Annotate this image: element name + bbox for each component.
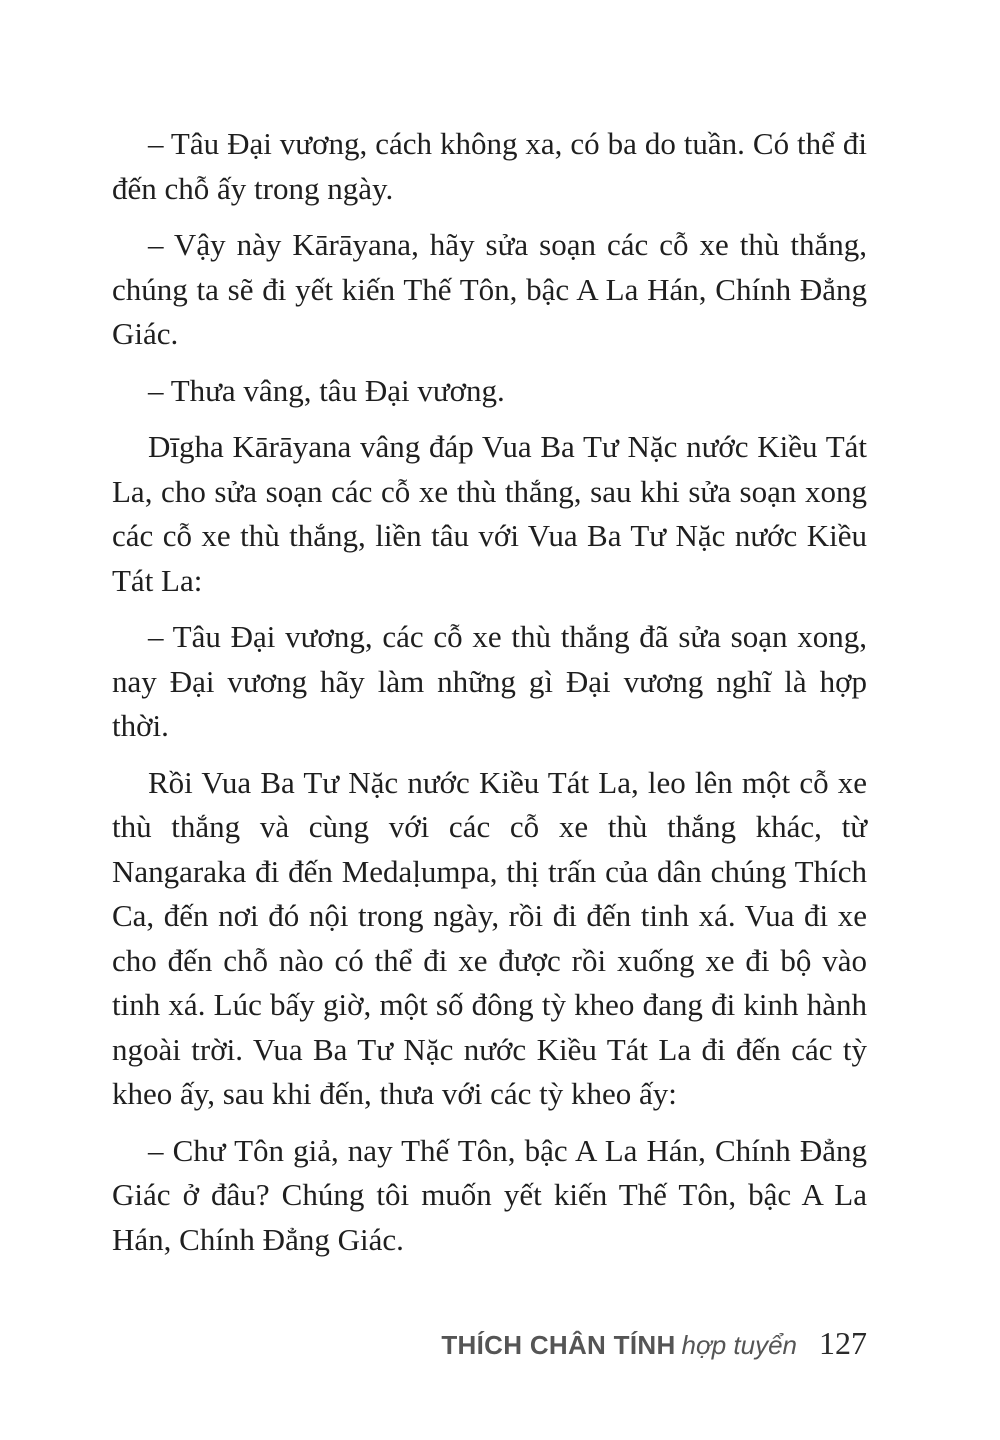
paragraph-5: – Tâu Đại vương, các cỗ xe thù thắng đã sửa soạn xong, nay Đại vương hãy làm những gì Đại vương nghĩ là hợp thời. (112, 619, 867, 743)
paragraph-7: – Chư Tôn giả, nay Thế Tôn, bậc A La Hán, Chính Đẳng Giác ở đâu? Chúng tôi muốn yết kiến Thế Tôn, bậc A La Hán, Chính Đẳng Giác. (112, 1132, 867, 1257)
paragraph-2: – Vậy này Kārāyana, hãy sửa soạn các cỗ xe thù thắng, chúng ta sẽ đi yết kiến Thế Tôn, bậc A La Hán, Chính Đẳng Giác. (112, 227, 867, 351)
paragraph-6: Rồi Vua Ba Tư Nặc nước Kiều Tát La, leo lên một cỗ xe thù thắng và cùng với các cỗ xe thù thắng khác, từ Nangaraka đi đến Medaḷumpa, thị trấn của dân chúng Thích Ca, đến nơi đó nội trong ngày, rồi đi đến tinh xá. Vua đi xe cho đến chỗ nào có thể đi xe được rồi xuống xe đi bộ vào tinh xá. Lúc bấy giờ, một số đông tỳ kheo đang đi kinh hành ngoài trời. Vua Ba Tư Nặc nước Kiều Tát La đi đến các tỳ kheo ấy, sau khi đến, thưa với các tỳ kheo ấy: (112, 764, 867, 1111)
page-number: 127 (819, 1325, 867, 1361)
paragraph-3: – Thưa vâng, tâu Đại vương. (148, 372, 505, 408)
paragraph-1: – Tâu Đại vương, cách không xa, có ba do tuần. Có thể đi đến chỗ ấy trong ngày. (112, 126, 867, 206)
page-footer (441, 1325, 867, 1362)
footer-author: THÍCH CHÂN TÍNH (441, 1330, 676, 1360)
paragraph-4: Dīgha Kārāyana vâng đáp Vua Ba Tư Nặc nước Kiều Tát La, cho sửa soạn các cỗ xe thù thắng, sau khi sửa soạn xong các cỗ xe thù thắng, liền tâu với Vua Ba Tư Nặc nước Kiều Tát La: (112, 429, 867, 598)
body-text (112, 122, 867, 1274)
footer-subtitle: hợp tuyển (681, 1330, 797, 1360)
